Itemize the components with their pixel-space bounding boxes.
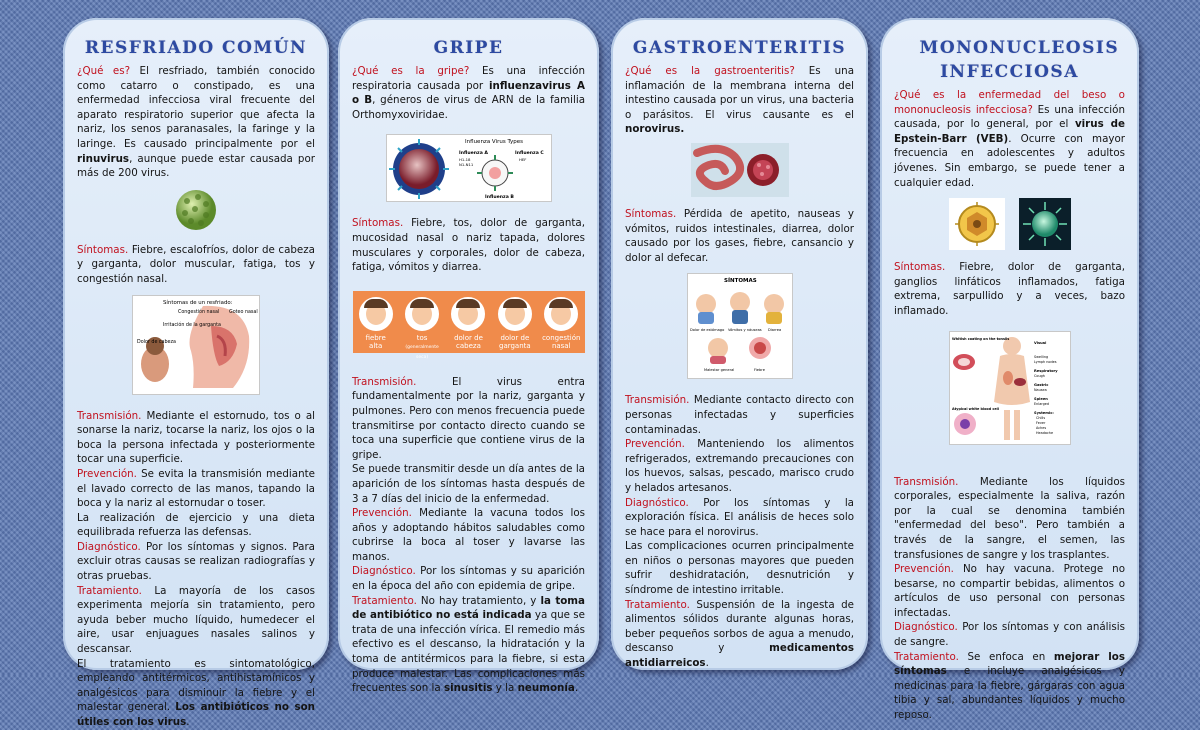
diagram-label: Goteo nasal xyxy=(229,309,258,315)
image-label: Systemic: xyxy=(1033,410,1054,415)
face-icon xyxy=(498,297,532,331)
symptom-tos xyxy=(400,297,444,362)
image-label: Influenza C xyxy=(514,151,544,157)
image-title: Influenza Virus Types xyxy=(464,139,523,146)
panel-resfriado xyxy=(63,18,329,728)
extra-paragraph: La realización de ejercicio y una dieta equilibrada refuerza las defensas. xyxy=(77,511,315,539)
image-label: Respiratory xyxy=(1033,368,1058,373)
intro-paragraph: ¿Qué es la enfermedad del beso o mononucleosis infecciosa? Es una infección causada, por lo general, por el virus de Epstein-Barr (VEB). Ocurre con mayor frecuencia en adolescentes y adultos jóvenes. Sin embargo, se puede tener a cualquier edad. xyxy=(894,89,1126,189)
image-label: Malestar general xyxy=(703,368,734,373)
panel-title: GRIPE xyxy=(433,38,504,58)
transmission-paragraph: Transmisión. Mediante el estornudo, tos o al sonarse la nariz, tocarse la nariz, los ojos o la boca la persona infectada y posteriormente tocar una superficie. xyxy=(77,409,315,466)
panel-gripe xyxy=(338,18,599,695)
prevention-paragraph: Prevención. No hay vacuna. Protege no besarse, no compartir bebidas, alimentos o artículos de uso personal con personas infectadas. xyxy=(894,563,1125,619)
symptom-label: tos (generalmente seca) xyxy=(405,333,439,360)
image-label: Swelling xyxy=(1033,354,1048,359)
image-label: N1-N11 xyxy=(458,162,473,168)
symptom-label: dolor de cabeza xyxy=(454,333,483,350)
image-label: H1-18 xyxy=(458,157,470,163)
intro-paragraph: ¿Qué es la gripe? Es una infección respiratoria causada por influenzavirus A o B, géneros de virus de ARN de la familia Orthomyxoviridae. xyxy=(352,65,586,121)
image-label: Spleen xyxy=(1033,396,1048,401)
image-label: Visual xyxy=(1033,340,1046,345)
ebv-virus-diagram xyxy=(949,198,1005,250)
panel-mononucleosis xyxy=(880,18,1139,722)
face-icon xyxy=(451,297,485,331)
image-label: Enlarged xyxy=(1033,401,1049,406)
ebv-virus-3d-image xyxy=(1019,198,1071,250)
symptoms-paragraph: Síntomas. Fiebre, escalofríos, dolor de cabeza y garganta, dolor muscular, fatiga, tos y congestión nasal. xyxy=(77,243,315,285)
image-label: Gastric xyxy=(1033,382,1048,387)
image-label: Fever xyxy=(1035,420,1045,425)
mono-symptoms-body-diagram xyxy=(949,331,1071,445)
image-label: Diarrea xyxy=(767,328,781,333)
panel-title: GASTROENTERITIS xyxy=(632,38,847,58)
symptom-label: congestión nasal xyxy=(542,333,581,350)
treatment-paragraph: Tratamiento. Se enfoca en mejorar los síntomas e incluye analgésicos y medicinas para la fiebre, gárgaras con agua tibia y sal, abundantes líquidos y mucho reposo. xyxy=(894,650,1125,722)
image-label: Lymph nodes xyxy=(1033,359,1056,364)
image-title: SÍNTOMAS xyxy=(723,278,757,285)
image-label: Cough xyxy=(1033,373,1045,378)
panel-title: RESFRIADO COMÚN xyxy=(84,38,308,58)
symptom-congestion xyxy=(539,297,583,350)
diagram-label: Dolor de cabeza xyxy=(137,339,176,345)
transmission-paragraph-2: Se puede transmitir desde un día antes de la aparición de los síntomas hasta después de 3 a 7 días del inicio de la enfermedad. xyxy=(352,463,585,505)
intestine-image xyxy=(691,143,789,197)
image-label: Nausea xyxy=(1033,387,1047,392)
symptoms-strip xyxy=(353,291,585,360)
diagram-label: Irritación de la garganta xyxy=(163,322,221,328)
face-icon xyxy=(544,297,578,331)
image-label: Influenza A xyxy=(458,151,488,157)
diagnosis-paragraph: Diagnóstico. Por los síntomas y la exploración física. El análisis de heces solo se hace para el norovirus. xyxy=(625,496,854,538)
image-label: Dolor de estómago xyxy=(689,328,724,333)
intro-paragraph: ¿Qué es? El resfriado, también conocido como catarro o constipado, es una enfermedad infecciosa viral frecuente del aparato respiratorio superior que afecta la nariz, los senos paranasales, la faringe y la laringe. Es causado principalmente por el rinuvirus, aunque puede estar causada por más de 200 virus. xyxy=(77,65,315,180)
intro-paragraph: ¿Qué es la gastroenteritis? Es una inflamación de la membrana interna del intestino causada por un virus, una bacteria o parásitos. El virus causante es el norovirus. xyxy=(625,65,855,136)
image-label: Fiebre xyxy=(753,368,765,373)
prevention-paragraph: Prevención. Se evita la transmisión mediante el lavado correcto de las manos, tapando la boca y la nariz al estornudar o toser. xyxy=(77,467,315,510)
panel-gastroenteritis xyxy=(611,18,868,670)
symptoms-paragraph: Síntomas. Fiebre, dolor de garganta, ganglios linfáticos inflamados, fatiga extrema, sarpullido y a veces, bazo inflamado. xyxy=(894,261,1125,317)
transmission-paragraph: Transmisión. Mediante contacto directo con personas infectadas y superficies contaminadas. xyxy=(625,394,854,436)
image-label: Influenza B xyxy=(484,195,514,201)
prevention-paragraph: Prevención. Mediante la vacuna todos los años y adoptando hábitos saludables como cubrirse la boca al toser y lavarse las manos. xyxy=(352,507,585,563)
treatment-paragraph: Tratamiento. La mayoría de los casos experimenta mejoría sin tratamiento, pero ayuda beber mucho líquido, humedecer el aire, usar enjuagues nasales salinos y descansar. xyxy=(77,584,315,656)
face-icon xyxy=(359,297,393,331)
treatment-paragraph: Tratamiento. Suspensión de la ingesta de alimentos sólidos durante algunas horas, beber pequeños sorbos de agua a menudo, descanso y medicamentos antidiarreicos. xyxy=(625,598,854,670)
prevention-paragraph: Prevención. Manteniendo los alimentos refrigerados, extremando precauciones con los huevos, salsas, pescado, marisco crudo y helados artesanos. xyxy=(625,438,854,494)
cold-anatomy-diagram xyxy=(132,295,260,395)
symptoms-paragraph: Síntomas. Pérdida de apetito, nauseas y vómitos, ruidos intestinales, diarrea, dolor causado por los gases, fiebre, cansancio y dolor al defecar. xyxy=(625,207,854,264)
image-label: Vómitos y náuseas xyxy=(727,328,762,333)
symptom-dolor-garganta xyxy=(493,297,537,350)
panel-title: MONONUCLEOSIS INFECCIOSA xyxy=(919,38,1120,82)
transmission-paragraph: Transmisión. Mediante los líquidos corporales, especialmente la saliva, razón por la cual se denomina también "enfermedad del beso". Pero también a través de la sangre, el semen, las transfusiones de sangre y los trasplantes. xyxy=(894,475,1125,561)
image-label: Headache xyxy=(1035,430,1053,435)
image-label: Aches xyxy=(1035,425,1046,430)
diagram-label: Síntomas de un resfriado: xyxy=(163,299,233,306)
complications-paragraph: Las complicaciones ocurren principalmente en niños o personas mayores que pueden sufrir deshidratación, desnutrición y síndrome de intestino irritable. xyxy=(625,540,854,597)
treatment-paragraph: Tratamiento. No hay tratamiento, y la toma de antibiótico no está indicada ya que se trata de una infección vírica. El remedio más efectivo es el descanso, la hidratación y la toma de antitérmicos para la fiebre, si esta produce malestar. Las complicaciones más frecuentes son la sinusitis y la neumonía. xyxy=(352,594,585,695)
symptom-label: fiebre alta xyxy=(365,333,386,350)
symptom-fiebre xyxy=(354,297,398,350)
symptom-dolor-cabeza xyxy=(446,297,490,350)
transmission-paragraph: Transmisión. El virus entra fundamentalmente por la nariz, garganta y pulmones. Pero con menos frecuencia puede transmitirse por contacto directo cuando se toca una superficie que contiene virus de la gripe. xyxy=(352,375,585,461)
diagnosis-paragraph: Diagnóstico. Por los síntomas y signos. Para excluir otras causas se realizan radiografías y otras pruebas. xyxy=(77,540,315,583)
influenza-virus-types-image xyxy=(386,134,552,202)
image-label: HEF xyxy=(518,157,526,163)
virus-image xyxy=(173,187,219,233)
diagnosis-paragraph: Diagnóstico. Por los síntomas y con análisis de sangre. xyxy=(894,621,1125,649)
face-icon xyxy=(405,297,439,331)
symptom-label: dolor de garganta xyxy=(499,333,531,350)
image-label: Chills xyxy=(1035,415,1045,420)
image-label: Atypical white blood cell xyxy=(951,406,999,411)
image-label: Whitish coating on the tonsils xyxy=(951,336,1009,341)
diagnosis-paragraph: Diagnóstico. Por los síntomas y su aparición en la época del año con epidemia de gripe. xyxy=(352,565,585,593)
diagram-label: Congestión nasal xyxy=(178,309,220,315)
treatment-paragraph-2: El tratamiento es sintomatológico, empleando antitérmicos, antihistamínicos y analgésicos para disminuir la fiebre y el malestar general. Los antibióticos no son útiles con los virus. xyxy=(77,657,316,728)
symptoms-paragraph: Síntomas. Fiebre, tos, dolor de garganta, mucosidad nasal o nariz tapada, dolores musculares y corporales, dolor de cabeza, fatiga, vómitos y diarrea. xyxy=(352,217,585,274)
gastro-symptoms-image xyxy=(687,273,793,379)
